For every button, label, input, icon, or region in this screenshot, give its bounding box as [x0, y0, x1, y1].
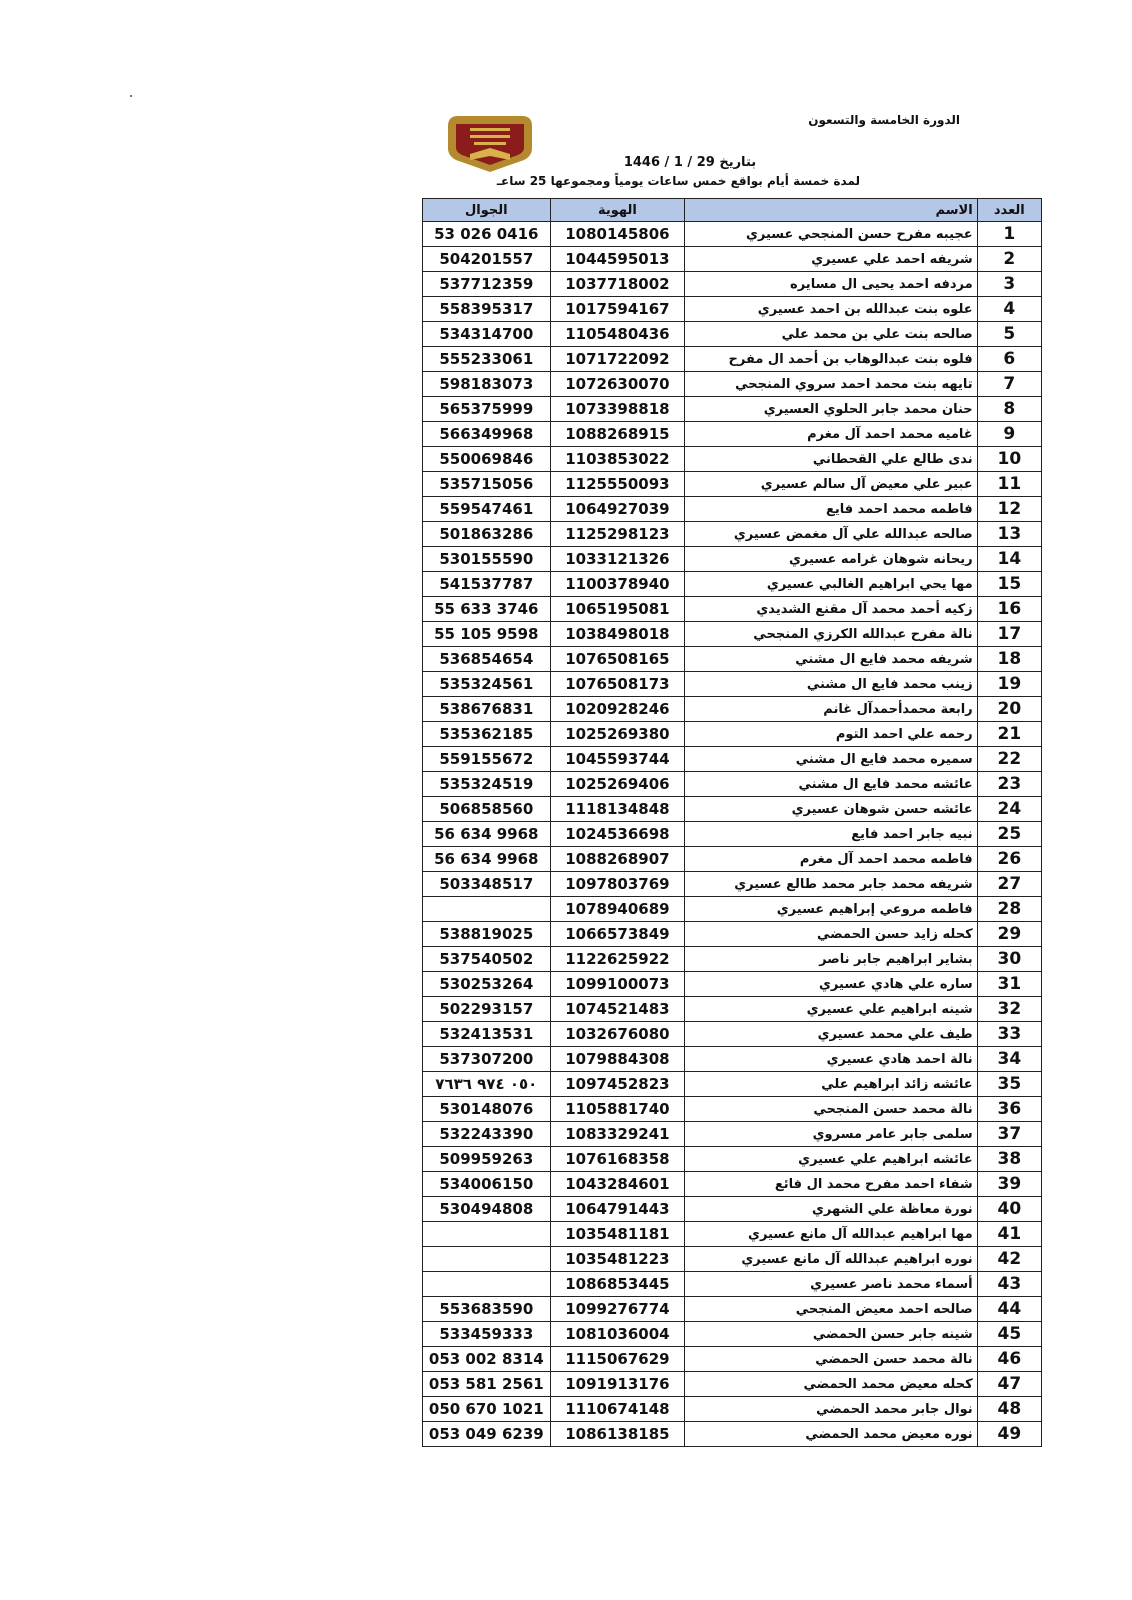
table-row [423, 922, 1042, 947]
cell-id: 1025269406 [550, 772, 685, 797]
table-row [423, 322, 1042, 347]
cell-name: صالحه بنت علي بن محمد علي [685, 322, 977, 347]
cell-name: علوه بنت عبدالله بن احمد عسيري [685, 297, 977, 322]
cell-phone: 559155672 [423, 747, 551, 772]
cell-id: 1076168358 [550, 1147, 685, 1172]
cell-phone: 565375999 [423, 397, 551, 422]
cell-id: 1086853445 [550, 1272, 685, 1297]
cell-name: نورة معاظة علي الشهري [685, 1197, 977, 1222]
cell-id: 1097452823 [550, 1072, 685, 1097]
cell-name: رابعة محمدأحمدآل غانم [685, 697, 977, 722]
cell-id: 1044595013 [550, 247, 685, 272]
table-row [423, 1072, 1042, 1097]
cell-number: 27 [977, 872, 1041, 897]
cell-number: 14 [977, 547, 1041, 572]
cell-id: 1065195081 [550, 597, 685, 622]
cell-id: 1125298123 [550, 522, 685, 547]
cell-id: 1072630070 [550, 372, 685, 397]
cell-phone: 050 670 1021 [423, 1397, 551, 1422]
cell-number: 33 [977, 1022, 1041, 1047]
cell-phone: 56 634 9968 [423, 847, 551, 872]
cell-number: 22 [977, 747, 1041, 772]
cell-phone: 558395317 [423, 297, 551, 322]
cell-phone: 532243390 [423, 1122, 551, 1147]
table-row [423, 1322, 1042, 1347]
cell-id: 1118134848 [550, 797, 685, 822]
cell-phone: 506858560 [423, 797, 551, 822]
cell-id: 1064791443 [550, 1197, 685, 1222]
cell-phone: 559547461 [423, 497, 551, 522]
cell-name: صالحه احمد معيض المنجحي [685, 1297, 977, 1322]
table-row [423, 947, 1042, 972]
cell-number: 18 [977, 647, 1041, 672]
table-row [423, 522, 1042, 547]
cell-phone: 598183073 [423, 372, 551, 397]
cell-phone: 534006150 [423, 1172, 551, 1197]
table-row [423, 1197, 1042, 1222]
cell-phone [423, 897, 551, 922]
cell-id: 1078940689 [550, 897, 685, 922]
cell-name: غاميه محمد احمد آل مغرم [685, 422, 977, 447]
cell-name: شريفه احمد علي عسيري [685, 247, 977, 272]
cell-number: 24 [977, 797, 1041, 822]
cell-name: ريحانه شوهان غرامه عسيري [685, 547, 977, 572]
table-row [423, 1122, 1042, 1147]
table-row [423, 472, 1042, 497]
table-row [423, 297, 1042, 322]
cell-number: 10 [977, 447, 1041, 472]
cell-phone: 541537787 [423, 572, 551, 597]
cell-id: 1105480436 [550, 322, 685, 347]
cell-phone: 538819025 [423, 922, 551, 947]
cell-id: 1045593744 [550, 747, 685, 772]
course-date: بتاريخ 29 / 1 / 1446 [623, 155, 757, 170]
table-row [423, 247, 1042, 272]
cell-id: 1074521483 [550, 997, 685, 1022]
cell-phone: ٠٥٠ ٩٧٤ ٧٦٣٦ [423, 1072, 551, 1097]
cell-name: شفاء احمد مفرح محمد ال فائع [685, 1172, 977, 1197]
cell-name: عائشه ابراهيم علي عسيري [685, 1147, 977, 1172]
cell-number: 36 [977, 1097, 1041, 1122]
cell-id: 1081036004 [550, 1322, 685, 1347]
cell-number: 40 [977, 1197, 1041, 1222]
cell-name: تايهه بنت محمد احمد سروي المنجحي [685, 372, 977, 397]
cell-number: 34 [977, 1047, 1041, 1072]
cell-id: 1099276774 [550, 1297, 685, 1322]
table-body [423, 222, 1042, 1447]
table-row [423, 347, 1042, 372]
cell-id: 1088268907 [550, 847, 685, 872]
column-header-id: الهوية [550, 199, 685, 222]
cell-number: 28 [977, 897, 1041, 922]
cell-phone: 55 633 3746 [423, 597, 551, 622]
cell-phone: 566349968 [423, 422, 551, 447]
cell-phone: 538676831 [423, 697, 551, 722]
cell-number: 32 [977, 997, 1041, 1022]
column-header-phone: الجوال [423, 199, 551, 222]
cell-id: 1035481223 [550, 1247, 685, 1272]
cell-phone: 553683590 [423, 1297, 551, 1322]
table-row [423, 222, 1042, 247]
cell-number: 49 [977, 1422, 1041, 1447]
table-row [423, 972, 1042, 997]
column-header-number: العدد [977, 199, 1041, 222]
cell-phone: 503348517 [423, 872, 551, 897]
cell-number: 5 [977, 322, 1041, 347]
table-row [423, 1172, 1042, 1197]
cell-phone: 502293157 [423, 997, 551, 1022]
cell-name: عائشه زائد ابراهيم علي [685, 1072, 977, 1097]
cell-id: 1099100073 [550, 972, 685, 997]
session-title: الدورة الخامسة والتسعون [808, 113, 960, 127]
cell-number: 3 [977, 272, 1041, 297]
header-row [423, 199, 1042, 222]
cell-name: زكيه أحمد محمد آل مقنع الشديدي [685, 597, 977, 622]
cell-id: 1043284601 [550, 1172, 685, 1197]
cell-name: شريفه محمد فايع ال مشني [685, 647, 977, 672]
table-row [423, 1297, 1042, 1322]
cell-name: نالة احمد هادي عسيري [685, 1047, 977, 1072]
cell-name: طيف علي محمد عسيري [685, 1022, 977, 1047]
table-row [423, 497, 1042, 522]
cell-id: 1097803769 [550, 872, 685, 897]
cell-number: 30 [977, 947, 1041, 972]
cell-phone [423, 1247, 551, 1272]
cell-phone: 535324519 [423, 772, 551, 797]
cell-phone: 535324561 [423, 672, 551, 697]
cell-name: عبير علي معيض آل سالم عسيري [685, 472, 977, 497]
cell-phone: 530155590 [423, 547, 551, 572]
cell-id: 1076508173 [550, 672, 685, 697]
cell-number: 44 [977, 1297, 1041, 1322]
cell-phone: 550069846 [423, 447, 551, 472]
cell-id: 1064927039 [550, 497, 685, 522]
cell-number: 48 [977, 1397, 1041, 1422]
cell-phone: 535362185 [423, 722, 551, 747]
cell-id: 1115067629 [550, 1347, 685, 1372]
table-row [423, 422, 1042, 447]
table-row [423, 747, 1042, 772]
cell-name: شريفه محمد جابر محمد طالع عسيري [685, 872, 977, 897]
cell-id: 1017594167 [550, 297, 685, 322]
cell-phone: 537712359 [423, 272, 551, 297]
cell-name: عجيبه مفرح حسن المنجحي عسيري [685, 222, 977, 247]
cell-number: 7 [977, 372, 1041, 397]
cell-number: 17 [977, 622, 1041, 647]
cell-phone: 555233061 [423, 347, 551, 372]
cell-id: 1024536698 [550, 822, 685, 847]
table-row [423, 722, 1042, 747]
table-row [423, 672, 1042, 697]
cell-id: 1083329241 [550, 1122, 685, 1147]
table-row [423, 1147, 1042, 1172]
cell-number: 9 [977, 422, 1041, 447]
cell-phone: 535715056 [423, 472, 551, 497]
table-row [423, 372, 1042, 397]
table-row [423, 622, 1042, 647]
cell-name: عائشه حسن شوهان عسيري [685, 797, 977, 822]
cell-phone: 55 105 9598 [423, 622, 551, 647]
cell-name: سلمى جابر عامر مسروي [685, 1122, 977, 1147]
table-row [423, 1372, 1042, 1397]
cell-number: 4 [977, 297, 1041, 322]
cell-name: فاطمه مروعي إبراهيم عسيري [685, 897, 977, 922]
cell-id: 1033121326 [550, 547, 685, 572]
cell-id: 1080145806 [550, 222, 685, 247]
cell-phone: 530148076 [423, 1097, 551, 1122]
table-row [423, 1272, 1042, 1297]
table-row [423, 872, 1042, 897]
cell-phone: 530253264 [423, 972, 551, 997]
cell-number: 42 [977, 1247, 1041, 1272]
cell-id: 1066573849 [550, 922, 685, 947]
cell-name: فاطمه محمد احمد فايع [685, 497, 977, 522]
cell-phone: 56 634 9968 [423, 822, 551, 847]
cell-name: فاطمه محمد احمد آل مغرم [685, 847, 977, 872]
table-row [423, 447, 1042, 472]
cell-phone: 537307200 [423, 1047, 551, 1072]
table-row [423, 272, 1042, 297]
cell-name: نوال جابر محمد الحمضي [685, 1397, 977, 1422]
cell-number: 25 [977, 822, 1041, 847]
cell-phone: 504201557 [423, 247, 551, 272]
table-row [423, 897, 1042, 922]
cell-name: رحمه علي احمد التوم [685, 722, 977, 747]
cell-number: 19 [977, 672, 1041, 697]
cell-phone: 501863286 [423, 522, 551, 547]
cell-name: زينب محمد فايع ال مشني [685, 672, 977, 697]
cell-name: صالحه عبدالله علي آل مغمض عسيري [685, 522, 977, 547]
cell-number: 2 [977, 247, 1041, 272]
cell-phone: 509959263 [423, 1147, 551, 1172]
cell-number: 16 [977, 597, 1041, 622]
cell-number: 38 [977, 1147, 1041, 1172]
cell-name: سميره محمد فايع ال مشني [685, 747, 977, 772]
cell-phone: 537540502 [423, 947, 551, 972]
cell-id: 1020928246 [550, 697, 685, 722]
cell-name: كحله معيض محمد الحمضي [685, 1372, 977, 1397]
cell-number: 13 [977, 522, 1041, 547]
cell-name: شينه ابراهيم علي عسيري [685, 997, 977, 1022]
cell-name: مردفه احمد يحيى ال مسايره [685, 272, 977, 297]
table-row [423, 597, 1042, 622]
cell-name: مها يحي ابراهيم الغالبي عسيري [685, 572, 977, 597]
cell-number: 45 [977, 1322, 1041, 1347]
cell-id: 1025269380 [550, 722, 685, 747]
cell-name: شينه جابر حسن الحمضي [685, 1322, 977, 1347]
cell-id: 1076508165 [550, 647, 685, 672]
cell-phone: 053 049 6239 [423, 1422, 551, 1447]
cell-number: 29 [977, 922, 1041, 947]
cell-name: فلوه بنت عبدالوهاب بن أحمد ال مفرح [685, 347, 977, 372]
cell-number: 15 [977, 572, 1041, 597]
cell-number: 21 [977, 722, 1041, 747]
cell-name: ندى طالع علي القحطاني [685, 447, 977, 472]
cell-phone: 533459333 [423, 1322, 551, 1347]
cell-id: 1122625922 [550, 947, 685, 972]
cell-name: نوره ابراهيم عبدالله آل مانع عسيري [685, 1247, 977, 1272]
table-row [423, 1247, 1042, 1272]
cell-number: 26 [977, 847, 1041, 872]
column-header-name: الاسم [685, 199, 977, 222]
table-row [423, 997, 1042, 1022]
cell-number: 1 [977, 222, 1041, 247]
table-row [423, 1422, 1042, 1447]
cell-number: 47 [977, 1372, 1041, 1397]
cell-number: 41 [977, 1222, 1041, 1247]
scan-speck [130, 95, 132, 97]
cell-id: 1110674148 [550, 1397, 685, 1422]
cell-name: بشاير ابراهيم جابر ناصر [685, 947, 977, 972]
table-row [423, 1022, 1042, 1047]
cell-name: نبيه جابر احمد فايع [685, 822, 977, 847]
cell-id: 1079884308 [550, 1047, 685, 1072]
cell-id: 1073398818 [550, 397, 685, 422]
cell-id: 1037718002 [550, 272, 685, 297]
table-row [423, 1097, 1042, 1122]
cell-id: 1105881740 [550, 1097, 685, 1122]
cell-number: 43 [977, 1272, 1041, 1297]
cell-name: نالة مفرح عبدالله الكرزي المنجحي [685, 622, 977, 647]
table-row [423, 547, 1042, 572]
cell-number: 23 [977, 772, 1041, 797]
cell-number: 35 [977, 1072, 1041, 1097]
cell-phone: 053 002 8314 [423, 1347, 551, 1372]
cell-id: 1091913176 [550, 1372, 685, 1397]
cell-phone: 534314700 [423, 322, 551, 347]
participants-table [422, 198, 1042, 1447]
cell-id: 1103853022 [550, 447, 685, 472]
cell-name: نالة محمد حسن الحمضي [685, 1347, 977, 1372]
table-row [423, 647, 1042, 672]
table-row [423, 697, 1042, 722]
table-row [423, 1397, 1042, 1422]
cell-phone: 053 581 2561 [423, 1372, 551, 1397]
cell-number: 31 [977, 972, 1041, 997]
course-duration: لمدة خمسة أيام بواقع خمس ساعات يومياً ومجموعها 25 ساعـ [496, 174, 860, 188]
cell-name: حنان محمد جابر الحلوي العسيري [685, 397, 977, 422]
cell-name: مها ابراهيم عبدالله آل مانع عسيري [685, 1222, 977, 1247]
cell-id: 1086138185 [550, 1422, 685, 1447]
cell-number: 6 [977, 347, 1041, 372]
cell-id: 1038498018 [550, 622, 685, 647]
cell-id: 1035481181 [550, 1222, 685, 1247]
cell-phone: 530494808 [423, 1197, 551, 1222]
cell-name: ساره علي هادي عسيري [685, 972, 977, 997]
cell-phone: 53 026 0416 [423, 222, 551, 247]
cell-id: 1125550093 [550, 472, 685, 497]
table-row [423, 1222, 1042, 1247]
table-row [423, 797, 1042, 822]
table-header [423, 199, 1042, 222]
cell-id: 1071722092 [550, 347, 685, 372]
cell-number: 11 [977, 472, 1041, 497]
cell-name: نالة محمد حسن المنجحي [685, 1097, 977, 1122]
table-row [423, 822, 1042, 847]
cell-number: 8 [977, 397, 1041, 422]
cell-phone [423, 1222, 551, 1247]
cell-name: نوره معيض محمد الحمضي [685, 1422, 977, 1447]
cell-number: 39 [977, 1172, 1041, 1197]
cell-phone [423, 1272, 551, 1297]
cell-id: 1100378940 [550, 572, 685, 597]
cell-number: 20 [977, 697, 1041, 722]
cell-number: 46 [977, 1347, 1041, 1372]
cell-id: 1088268915 [550, 422, 685, 447]
table-row [423, 1047, 1042, 1072]
association-logo-icon [440, 108, 540, 178]
table-row [423, 397, 1042, 422]
table-row [423, 772, 1042, 797]
cell-id: 1032676080 [550, 1022, 685, 1047]
table-row [423, 1347, 1042, 1372]
cell-phone: 536854654 [423, 647, 551, 672]
cell-phone: 532413531 [423, 1022, 551, 1047]
cell-name: عائشه محمد فايع ال مشني [685, 772, 977, 797]
cell-number: 37 [977, 1122, 1041, 1147]
table-row [423, 847, 1042, 872]
cell-name: أسماء محمد ناصر عسيري [685, 1272, 977, 1297]
table-row [423, 572, 1042, 597]
cell-number: 12 [977, 497, 1041, 522]
cell-name: كحله زايد حسن الحمضي [685, 922, 977, 947]
